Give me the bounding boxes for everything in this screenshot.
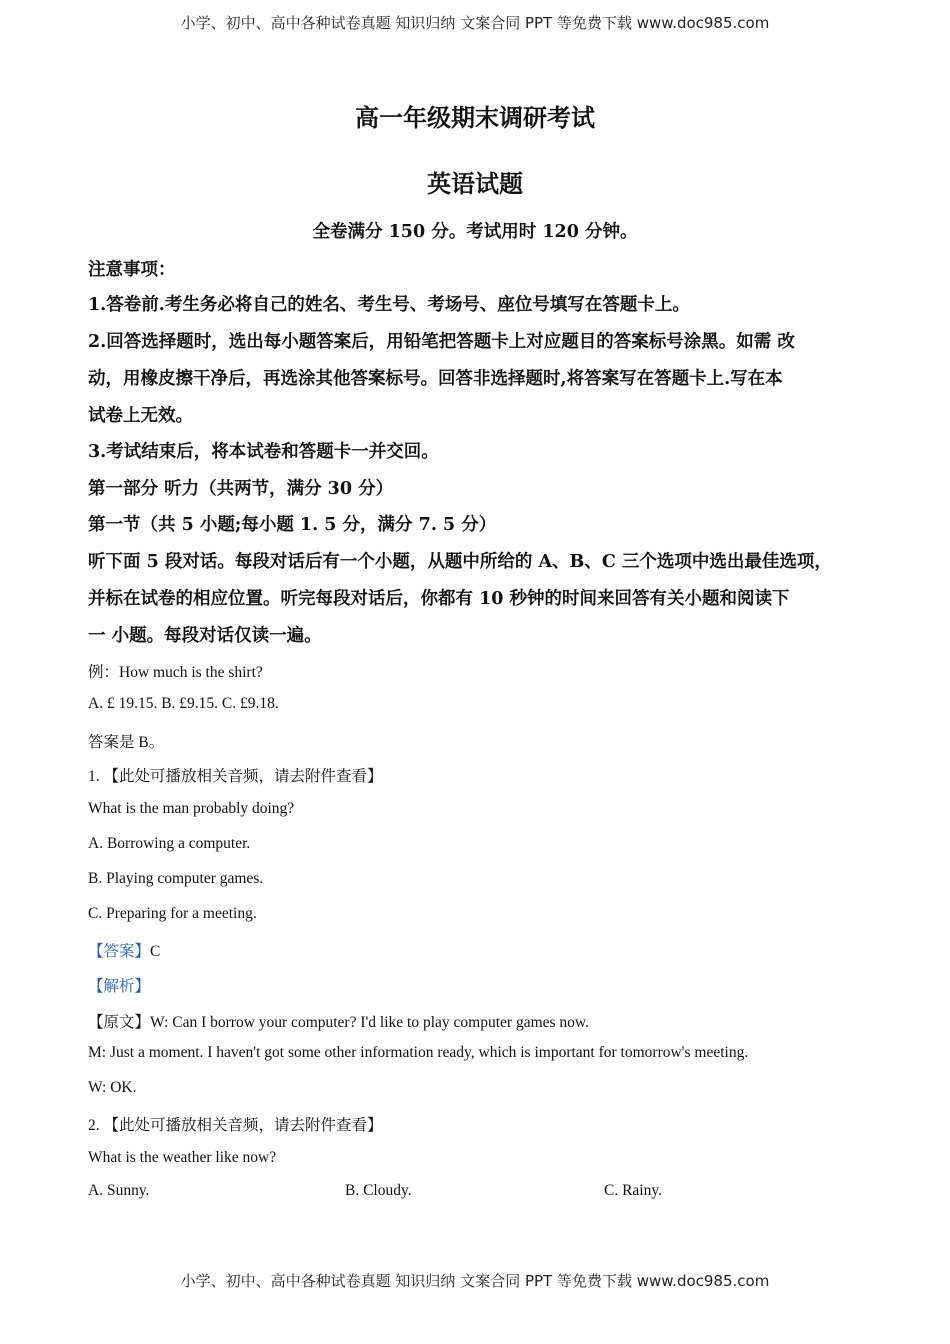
notice-item-2-line-2: 动，用橡皮擦干净后，再选涂其他答案标号。回答非选择题时,将答案写在答题卡上.写在本 [88, 369, 783, 389]
exam-title: 高一年级期末调研考试 [355, 103, 595, 132]
section1-heading: 第一节（共 5 小题;每小题 1. 5 分，满分 7. 5 分） [88, 515, 497, 535]
notice-heading: 注意事项： [88, 260, 176, 280]
q1-script-line-3: W: OK. [88, 1079, 137, 1096]
notice-item-3: 3.考试结束后，将本试卷和答题卡一并交回。 [88, 442, 439, 462]
q1-option-b: B. Playing computer games. [88, 870, 264, 887]
q1-answer [88, 939, 160, 961]
notice-item-1: 1.答卷前.考生务必将自己的姓名、考生号、考场号、座位号填写在答题卡上。 [88, 295, 690, 315]
script-tag: 【原文】 [88, 1014, 151, 1031]
instructions-line-3: 一 小题。每段对话仅读一遍。 [88, 626, 322, 646]
exam-info: 全卷满分 150 分。考试用时 120 分钟。 [312, 222, 638, 242]
q1-script-line-1 [88, 1010, 589, 1032]
instructions-line-1: 听下面 5 段对话。每段对话后有一个小题，从题中所给的 A、B、C 三个选项中选出最佳选项， [88, 552, 832, 572]
q2-option-b: B. Cloudy. [345, 1182, 412, 1199]
example-answer: 答案是 B。 [88, 734, 165, 751]
q2-option-c: C. Rainy. [604, 1182, 662, 1199]
q1-analysis-tag: 【解析】 [88, 978, 151, 995]
instructions-line-2: 并标在试卷的相应位置。听完每段对话后，你都有 10 秒钟的时间来回答有关小题和阅读下 [88, 589, 790, 609]
q1-script-line-2: M: Just a moment. I haven't got some other information ready, which is important for tomorrow's meeting. [88, 1044, 749, 1061]
q2-audio-label[interactable]: 2. 【此处可播放相关音频，请去附件查看】 [88, 1117, 383, 1134]
q1-option-c: C. Preparing for a meeting. [88, 905, 257, 922]
page-footer: 小学、初中、高中各种试卷真题 知识归纳 文案合同 PPT 等免费下载 www.doc985.com [180, 1272, 770, 1290]
part1-heading: 第一部分 听力（共两节，满分 30 分） [88, 479, 394, 499]
page-header: 小学、初中、高中各种试卷真题 知识归纳 文案合同 PPT 等免费下载 www.doc985.com [180, 14, 770, 32]
q1-audio-label[interactable]: 1. 【此处可播放相关音频，请去附件查看】 [88, 768, 383, 785]
answer-value: C [150, 943, 161, 960]
answer-tag: 【答案】 [88, 943, 151, 960]
q1-question: What is the man probably doing? [88, 800, 295, 817]
example-options: A. £ 19.15. B. £9.15. C. £9.18. [88, 695, 279, 712]
notice-item-2-line-1: 2.回答选择题时，选出每小题答案后，用铅笔把答题卡上对应题目的答案标号涂黑。如需 改 [88, 332, 795, 352]
notice-item-2-line-3: 试卷上无效。 [88, 406, 193, 426]
script-text: W: Can I borrow your computer? I'd like to play computer games now. [150, 1014, 589, 1031]
q1-option-a: A. Borrowing a computer. [88, 835, 251, 852]
example-question: 例：How much is the shirt? [88, 664, 263, 681]
q2-option-a: A. Sunny. [88, 1182, 150, 1199]
exam-subtitle: 英语试题 [427, 169, 523, 198]
q2-question: What is the weather like now? [88, 1149, 277, 1166]
